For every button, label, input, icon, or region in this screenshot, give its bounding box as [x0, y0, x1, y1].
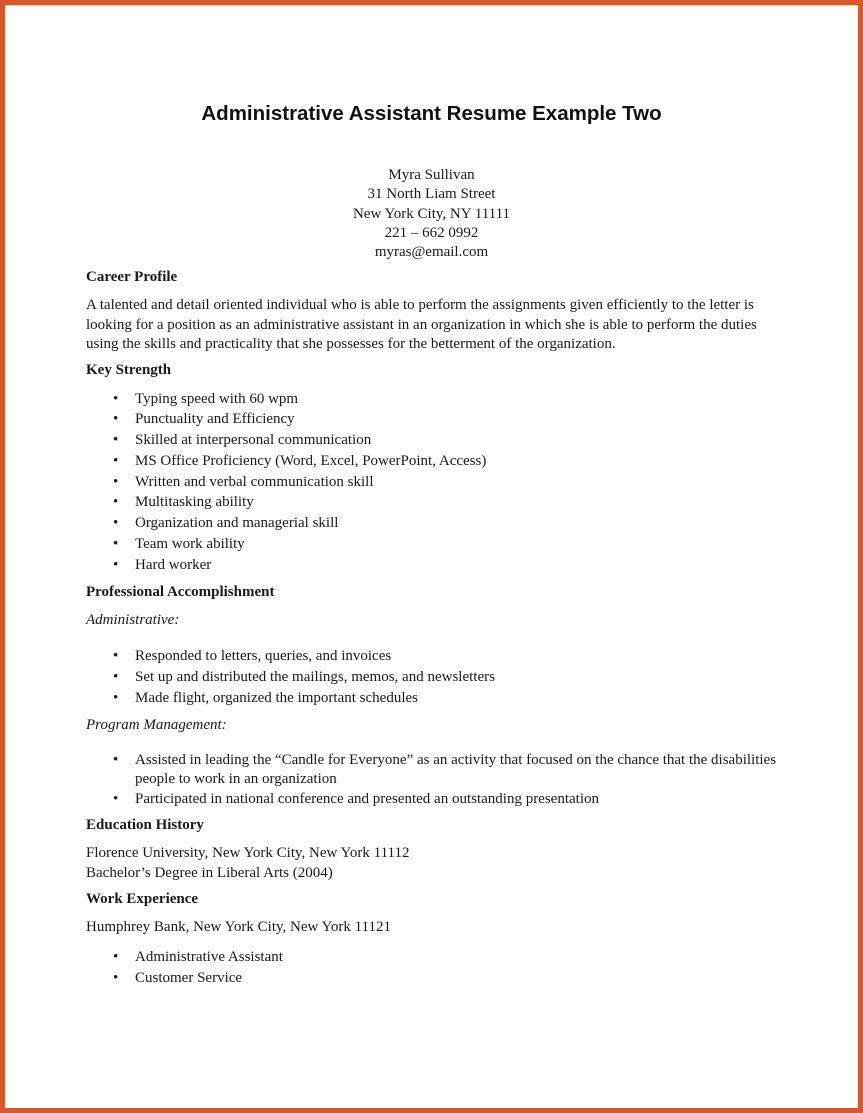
- list-item: • Assisted in leading the “Candle for Everyone” as an activity that focused on the chance that the disabilities people to work in an organization: [113, 752, 777, 788]
- contact-city: New York City, NY 11111: [352, 205, 511, 222]
- list-item: • Organization and managerial skill: [113, 515, 339, 532]
- list-item: • Participated in national conference and presented an outstanding presentation: [113, 790, 599, 807]
- list-item: • Punctuality and Efficiency: [113, 411, 295, 428]
- administrative-list: [86, 646, 786, 708]
- program-management-subheading: Program Management:: [86, 716, 227, 733]
- administrative-subheading: Administrative:: [86, 611, 180, 628]
- contact-name: Myra Sullivan: [388, 167, 475, 183]
- list-item: • Hard worker: [113, 556, 212, 573]
- list-item: • Multitasking ability: [113, 494, 254, 511]
- education-degree: Bachelor’s Degree in Liberal Arts (2004): [86, 864, 333, 881]
- list-item: • Made flight, organized the important schedules: [113, 689, 418, 706]
- list-item: • Responded to letters, queries, and invoices: [113, 648, 392, 665]
- work-employer: Humphrey Bank, New York City, New York 11121: [86, 919, 392, 936]
- list-item: • Typing speed with 60 wpm: [113, 390, 299, 407]
- list-item: • Written and verbal communication skill: [113, 473, 374, 490]
- education-heading: Education History: [86, 817, 204, 834]
- key-strength-heading: Key Strength: [86, 361, 172, 378]
- work-experience-heading: Work Experience: [86, 891, 199, 908]
- list-item: • MS Office Proficiency (Word, Excel, PowerPoint, Access): [113, 452, 487, 469]
- list-item: • Customer Service: [113, 969, 243, 986]
- page-title: Administrative Assistant Resume Example Two: [201, 102, 662, 125]
- contact-email: myras@email.com: [374, 244, 489, 261]
- education-school: Florence University, New York City, New York 11112: [86, 845, 410, 862]
- list-item: • Team work ability: [113, 536, 245, 553]
- career-profile-heading: Career Profile: [86, 269, 178, 285]
- accomplishment-heading: Professional Accomplishment: [86, 583, 275, 600]
- list-item: • Set up and distributed the mailings, memos, and newsletters: [113, 668, 495, 685]
- list-item: • Skilled at interpersonal communication: [113, 432, 372, 449]
- contact-street: 31 North Liam Street: [367, 186, 496, 203]
- career-profile-text: A talented and detail oriented individual who is able to perform the assignments given efficiently to the letter is looking for a position as an administrative assistant in an organization in which she is able to perform the duties using the skills and practicality that she possesses for the betterment of the organization.: [86, 297, 757, 352]
- contact-block: [0, 166, 863, 262]
- program-management-list: [86, 751, 786, 809]
- key-strength-list: [86, 389, 786, 576]
- resume-body: [86, 268, 786, 988]
- contact-phone: 221 – 662 0992: [384, 224, 479, 241]
- list-item: • Administrative Assistant: [113, 948, 283, 965]
- work-list: [86, 947, 786, 989]
